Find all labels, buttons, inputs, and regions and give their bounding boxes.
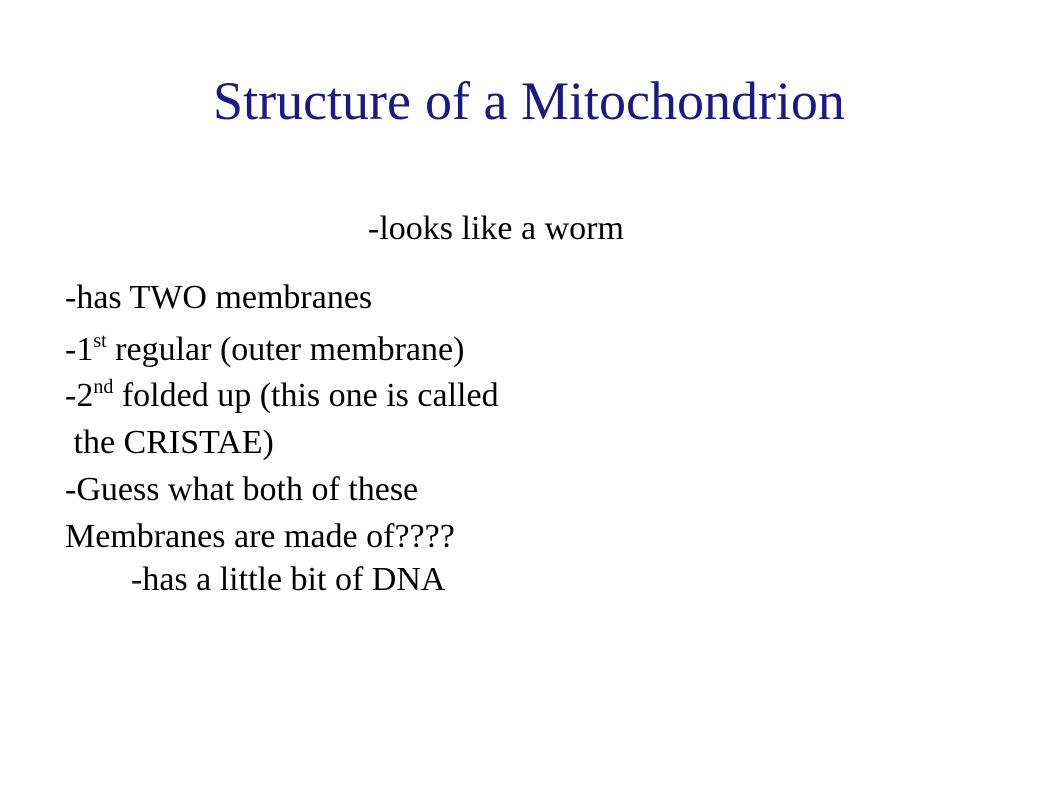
- subtitle-looks-like-worm: -looks like a worm: [368, 210, 624, 247]
- line-first-membrane: [65, 328, 464, 372]
- line-little-dna: -has a little bit of DNA: [131, 561, 446, 598]
- line-guess-what: -Guess what both of these: [65, 471, 419, 508]
- line-second-membrane: [65, 374, 499, 418]
- line-second-rest: folded up (this one is called: [113, 377, 499, 414]
- line-cristae: the CRISTAE): [65, 424, 274, 461]
- title-part-2: of a Mitochondrion: [425, 71, 845, 131]
- line-first-rest: regular (outer membrane): [106, 331, 465, 368]
- line-second-prefix: -2: [65, 377, 94, 414]
- title-part-1: Structure: [213, 71, 411, 131]
- line-first-superscript: st: [93, 330, 107, 352]
- line-second-superscript: nd: [93, 376, 114, 398]
- line-two-membranes: -has TWO membranes: [65, 279, 373, 316]
- slide-title: [0, 66, 1058, 136]
- line-membranes-made-of: Membranes are made of????: [65, 518, 455, 555]
- line-first-prefix: -1: [65, 331, 94, 368]
